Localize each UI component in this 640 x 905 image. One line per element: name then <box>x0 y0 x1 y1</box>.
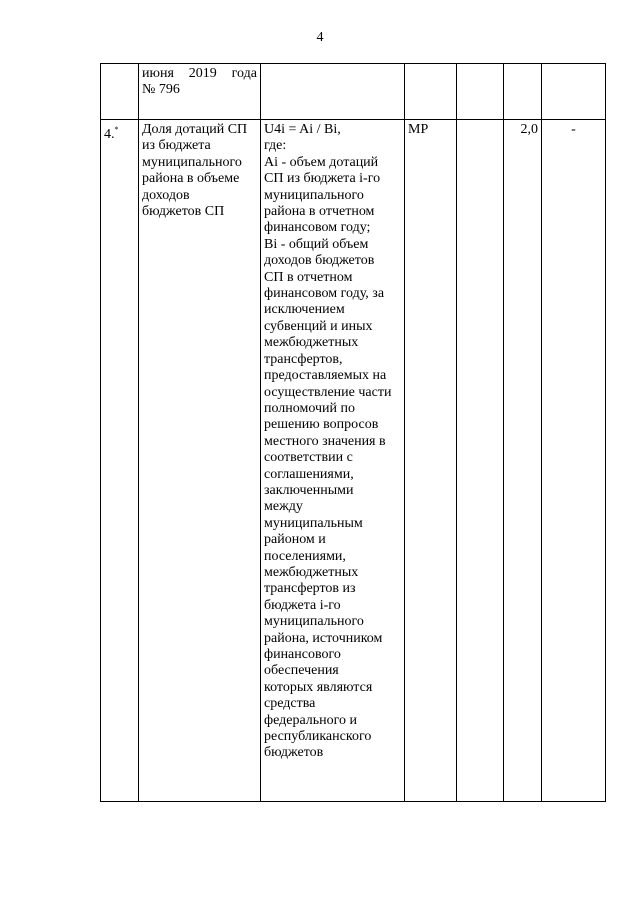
formula-line: U4i = Ai / Bi, <box>264 122 341 137</box>
formula-line: полномочий по <box>264 400 356 416</box>
formula-line: финансовом году; <box>264 220 371 236</box>
prev-row-line1: июня 2019 года <box>142 66 257 81</box>
table-row-indicator-4 <box>101 120 606 802</box>
formula-cell <box>261 120 405 802</box>
indicator-value: 2,0 <box>520 122 538 137</box>
formula-line: обеспечения <box>264 663 339 679</box>
formula-line: соглашениями, <box>264 466 354 482</box>
cell-indicator <box>139 64 261 120</box>
formula-line: между <box>264 499 303 515</box>
row-number: 4. <box>104 127 115 142</box>
formula-line: района, источником <box>264 630 383 646</box>
indicator-line: бюджетов СП <box>142 204 225 220</box>
indicator-line: Доля дотаций СП <box>142 122 248 137</box>
formula-line: муниципального <box>264 614 364 630</box>
formula-line: исключением <box>264 302 345 318</box>
empty-cell <box>457 120 504 802</box>
cell-number <box>101 64 139 120</box>
formula-line: средства <box>264 696 316 712</box>
table-row-previous <box>101 64 606 120</box>
formula-line: бюджетов <box>264 745 324 761</box>
source-cell <box>405 120 457 802</box>
formula-line: местного значения в <box>264 433 386 449</box>
formula-line: трансфертов из <box>264 581 356 597</box>
page-number: 4 <box>316 30 324 45</box>
formula-line: соответствии с <box>264 450 353 466</box>
formula-line: доходов бюджетов <box>264 253 375 269</box>
prev-row-line2: № 796 <box>142 82 180 98</box>
indicator-line: доходов <box>142 187 190 203</box>
cell-formula <box>261 64 405 120</box>
formula-line: межбюджетных <box>264 564 359 580</box>
formula-line: Bi - общий объем <box>264 236 369 252</box>
value-cell <box>504 120 542 802</box>
dash-value: - <box>571 122 576 137</box>
cell-empty <box>457 64 504 120</box>
formula-line: муниципальным <box>264 515 363 531</box>
formula-line: района в отчетном <box>264 204 375 220</box>
formula-line: решению вопросов <box>264 417 379 433</box>
formula-line: республиканского <box>264 729 372 745</box>
formula-line: районом и <box>264 532 326 548</box>
formula-line: осуществление части <box>264 384 392 400</box>
formula-line: поселениями, <box>264 548 346 564</box>
formula-line: заключенными <box>264 482 354 498</box>
indicator-name-cell <box>139 120 261 802</box>
dash-cell <box>542 120 606 802</box>
formula-line: бюджета i-го <box>264 597 341 613</box>
indicator-line: муниципального <box>142 154 242 170</box>
formula-line: где: <box>264 138 287 154</box>
formula-line: финансового <box>264 647 341 662</box>
row-number-cell <box>101 120 139 802</box>
cell-dash <box>542 64 606 120</box>
cell-value <box>504 64 542 120</box>
formula-line: которых являются <box>264 679 373 695</box>
formula-line: субвенций и иных <box>264 318 373 334</box>
row-marker: * <box>114 125 119 134</box>
formula-line: межбюджетных <box>264 335 359 351</box>
formula-line: трансфертов, <box>264 351 343 367</box>
indicator-line: района в объеме <box>142 171 240 187</box>
source-value: МР <box>408 122 429 137</box>
formula-line: финансовом году, за <box>264 286 385 302</box>
cell-source <box>405 64 457 120</box>
formula-line: предоставляемых на <box>264 368 387 384</box>
formula-line: федерального и <box>264 712 358 728</box>
formula-line: СП из бюджета i-го <box>264 171 381 187</box>
formula-line: муниципального <box>264 187 364 203</box>
indicators-table <box>100 63 606 802</box>
indicator-line: из бюджета <box>142 138 211 154</box>
formula-line: СП в отчетном <box>264 269 353 285</box>
formula-line: Ai - объем дотаций <box>264 154 379 170</box>
